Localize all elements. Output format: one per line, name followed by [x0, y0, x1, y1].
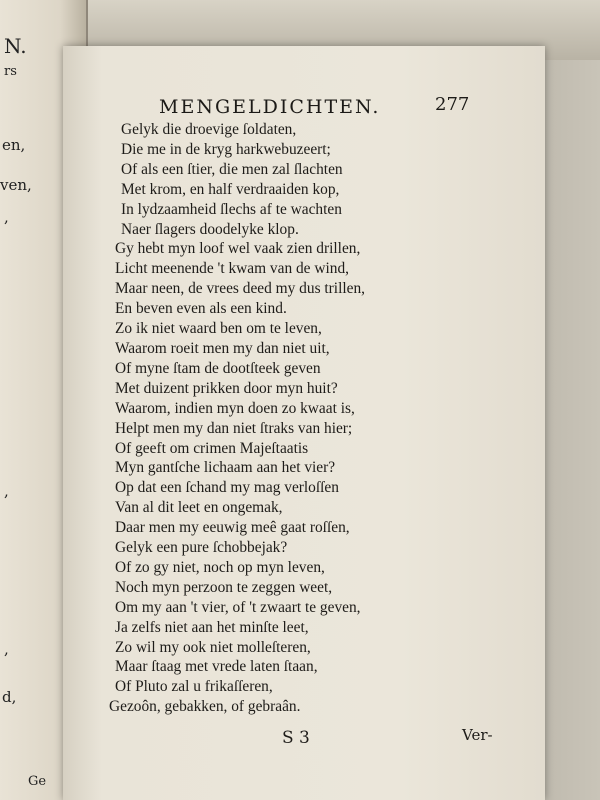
left-fragment: , [4, 640, 9, 658]
poem-line: Naer ſlagers doodelyke klop. [121, 220, 299, 238]
left-fragment: , [4, 208, 9, 226]
left-fragment: rs [4, 64, 17, 79]
poem-line: Daar men my eeuwig meê gaat roſſen, [115, 519, 350, 537]
poem-line: En beven even als een kind. [115, 300, 287, 318]
poem-line: Gelyk een pure ſchobbejak? [115, 539, 288, 557]
poem-line: Licht meenende 't kwam van de wind, [115, 260, 349, 278]
poem-line: Of Pluto zal u frikaſſeren, [115, 678, 273, 696]
poem-line: Met duizent prikken door myn huit? [115, 379, 338, 397]
page-number: 277 [435, 94, 470, 115]
left-fragment: N. [4, 34, 27, 58]
poem-line: Maar ſtaag met vrede laten ſtaan, [115, 658, 318, 676]
poem-line: Of als een ſtier, die men zal ſlachten [121, 160, 343, 178]
poem-line: Waarom roeit men my dan niet uit, [115, 339, 330, 357]
poem-line: Om my aan 't vier, of 't zwaart te geven, [115, 598, 361, 616]
poem-line: Of geeft om crimen Majeſtaatis [115, 439, 309, 457]
left-fragment: ven, [0, 176, 32, 194]
left-fragment: d, [2, 688, 17, 706]
left-fragment: , [4, 482, 9, 500]
poem-line: Op dat een ſchand my mag verloſſen [115, 479, 339, 497]
poem [109, 120, 529, 717]
poem-line: Zo ik niet waard ben om te leven, [115, 320, 322, 338]
poem-line: Zo wil my ook niet molleſteren, [115, 638, 311, 656]
left-fragment: Ge [28, 774, 47, 789]
running-head: MENGELDICHTEN. [159, 96, 381, 118]
poem-line: Gelyk die droevige ſoldaten, [121, 121, 297, 138]
poem-line: Helpt men my dan niet ſtraks van hier; [115, 419, 353, 437]
poem-line: Myn gantſche lichaam aan het vier? [115, 459, 336, 477]
poem-line: Maar neen, de vrees deed my dus trillen, [115, 280, 366, 298]
poem-line: Die me in de kryg harkwebuzeert; [121, 140, 331, 158]
poem-line: In lydzaamheid ſlechs af te wachten [121, 200, 342, 218]
catchword: Ver- [462, 726, 493, 744]
poem-line: Met krom, en half verdraaiden kop, [121, 180, 340, 198]
left-fragment: en, [2, 136, 26, 154]
signature-mark: S 3 [282, 728, 310, 748]
poem-line: Gy hebt myn loof wel vaak zien drillen, [115, 240, 361, 258]
poem-line: Of zo gy niet, noch op myn leven, [115, 558, 325, 576]
poem-line: Gezoôn, gebakken, of gebraân. [109, 698, 301, 716]
poem-line: Waarom, indien myn doen zo kwaat is, [115, 399, 355, 417]
poem-line: Van al dit leet en ongemak, [115, 499, 283, 517]
poem-line: Noch myn perzoon te zeggen weet, [115, 578, 333, 596]
poem-line: Ja zelfs niet aan het minſte leet, [115, 618, 309, 636]
poem-line: Of myne ſtam de dootſteek geven [115, 359, 321, 377]
book-page [63, 46, 545, 800]
